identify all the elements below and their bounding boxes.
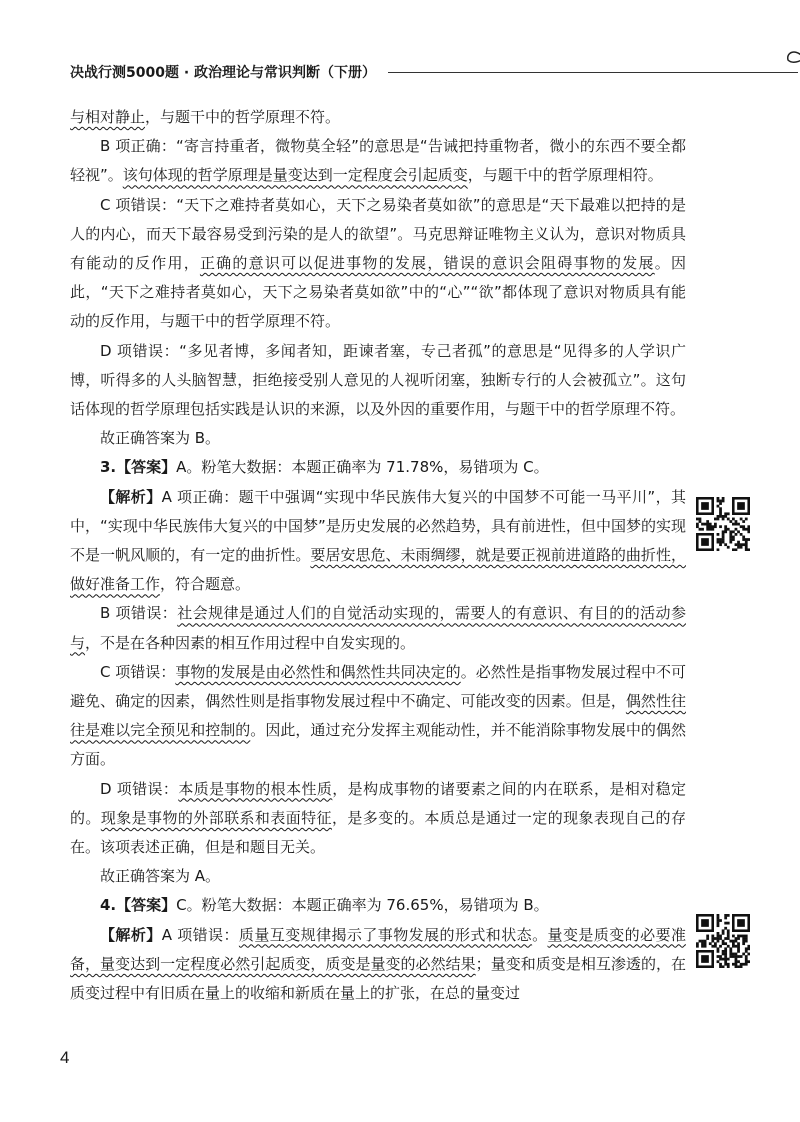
answer-label: 【解析】 (100, 925, 162, 944)
text-segment: C 项错误：“天下之难持者莫如心，天下之易染者莫如欲”的意思是“天下最难以把持的是人的内心，而天下最容易受到污染的是人的欲望”。马克思辩证唯物主义认为，意识对物质具有能动的反作用， (70, 195, 686, 273)
paragraph (70, 599, 686, 657)
answer-label: 4.【答案】 (100, 896, 177, 915)
paragraph (70, 453, 686, 482)
text-segment: B 项错误： (100, 604, 178, 623)
underlined-key-point: 正确的意识可以促进事物的发展，错误的意识会阻碍事物的发展 (199, 254, 655, 273)
paragraph (70, 862, 686, 891)
text-segment: ，不是在各种因素的相互作用过程中自发实现的。 (85, 633, 416, 652)
text-segment: 。因此，通过充分发挥主观能动性，并不能消除事物发展中的偶然方面。 (70, 721, 686, 769)
underlined-key-point: 偶然性往往是难以完全预见和控制的 (70, 692, 686, 740)
text-segment: 。必然性是指事物发展过程中不可避免、确定的因素，偶然性则是指事物发展过程中不确定、可能改变的因素。但是， (70, 662, 686, 711)
header-rule (388, 72, 798, 73)
page-header (70, 58, 770, 88)
underlined-key-point: 事物的发展是由必然性和偶然性共同决定的 (175, 662, 461, 681)
text-segment: D 项错误： (100, 779, 179, 798)
qr-code-icon[interactable] (696, 497, 750, 551)
underlined-key-point: 与相对静止 (70, 108, 146, 126)
text-segment: A 项正确：题干中强调“实现中华民族伟大复兴的中国梦不可能一马平川”，其中，“实现中华民族伟大复兴的中国梦”是历史发展的必然趋势，具有前进性，但中国梦的实现不是一帆风顺的，有一定的曲折性。 (70, 487, 686, 565)
text-segment: D 项错误：“多见者博，多闻者知，距谏者塞，专己者孤”的意思是“见得多的人学识广博，听得多的人头脑智慧，拒绝接受别人意见的人视听闭塞，独断专行的人会被孤立”。这句话体现的哲学原理包括实践是认识的来源，以及外因的重要作用，与题干中的哲学原理不符。 (70, 341, 686, 419)
paragraph (70, 775, 686, 863)
text-segment: A。粉笔大数据：本题正确率为 71.78%，易错项为 C。 (176, 458, 549, 477)
sprout-icon (782, 44, 800, 78)
text-segment: C。粉笔大数据：本题正确率为 76.65%，易错项为 B。 (176, 896, 549, 915)
paragraph (70, 921, 686, 1009)
underlined-key-point: 现象是事物的外部联系和表面特征 (100, 808, 332, 827)
text-segment: B 项正确：“寄言持重者，微物莫全轻”的意思是“告诫把持重物者，微小的东西不要全都轻视”。 (70, 137, 686, 185)
text-segment: 。 (532, 925, 548, 944)
text-segment: A 项错误： (161, 925, 239, 944)
paragraph (70, 103, 686, 132)
underlined-key-point: 要居安思危、未雨绸缪，就是要正视前进道路的曲折性，做好准备工作 (70, 546, 686, 594)
paragraph (70, 191, 686, 337)
text-segment: 。因此，“天下之难持者莫如心，天下之易染者莫如欲”中的“心”“欲”都体现了意识对物质具有能动的反作用，与题干中的哲学原理不符。 (70, 254, 686, 331)
text-segment: ，是多变的。本质总是通过一定的现象表现自己的存在。该项表述正确，但是和题目无关。 (70, 808, 686, 857)
underlined-key-point: 社会规律是通过人们的自觉活动实现的，需要人的有意识、有目的的活动参与 (70, 604, 686, 652)
text-segment: ；量变和质变是相互渗透的，在质变过程中有旧质在量上的收缩和新质在量上的扩张，在总的量变过 (70, 954, 686, 1003)
underlined-key-point: 本质是事物的根本性质 (178, 779, 333, 798)
qr-code-icon[interactable] (696, 914, 750, 968)
text-segment: 故正确答案为 B。 (100, 429, 221, 448)
underlined-key-point: 量变是质变的必要准备，量变达到一定程度必然引起质变，质变是量变的必然结果 (70, 925, 686, 973)
text-segment: 故正确答案为 A。 (100, 867, 221, 886)
paragraph (70, 337, 686, 425)
text-segment: C 项错误： (100, 662, 176, 681)
paragraph (70, 483, 686, 600)
answer-label: 3.【答案】 (100, 458, 177, 477)
paragraph (70, 424, 686, 453)
text-segment: ，是构成事物的诸要素之间的内在联系，是相对稳定的。 (70, 779, 686, 827)
text-segment: ，与题干中的哲学原理不符。 (145, 108, 341, 126)
page-number: 4 (60, 1048, 70, 1067)
paragraph (70, 891, 686, 920)
answer-label: 【解析】 (100, 487, 162, 506)
underlined-key-point: 该句体现的哲学原理是量变达到一定程度会引起质变 (122, 166, 468, 185)
text-segment: ，符合题意。 (160, 575, 251, 594)
paragraph (70, 132, 686, 190)
text-segment: ，与题干中的哲学原理相符。 (467, 166, 663, 185)
underlined-key-point: 质量互变规律揭示了事物发展的形式和状态 (238, 925, 533, 944)
header-title: 决战行测5000题 · 政治理论与常识判断（下册） (70, 65, 377, 81)
paragraph (70, 658, 686, 775)
answer-explanations (70, 103, 686, 1008)
